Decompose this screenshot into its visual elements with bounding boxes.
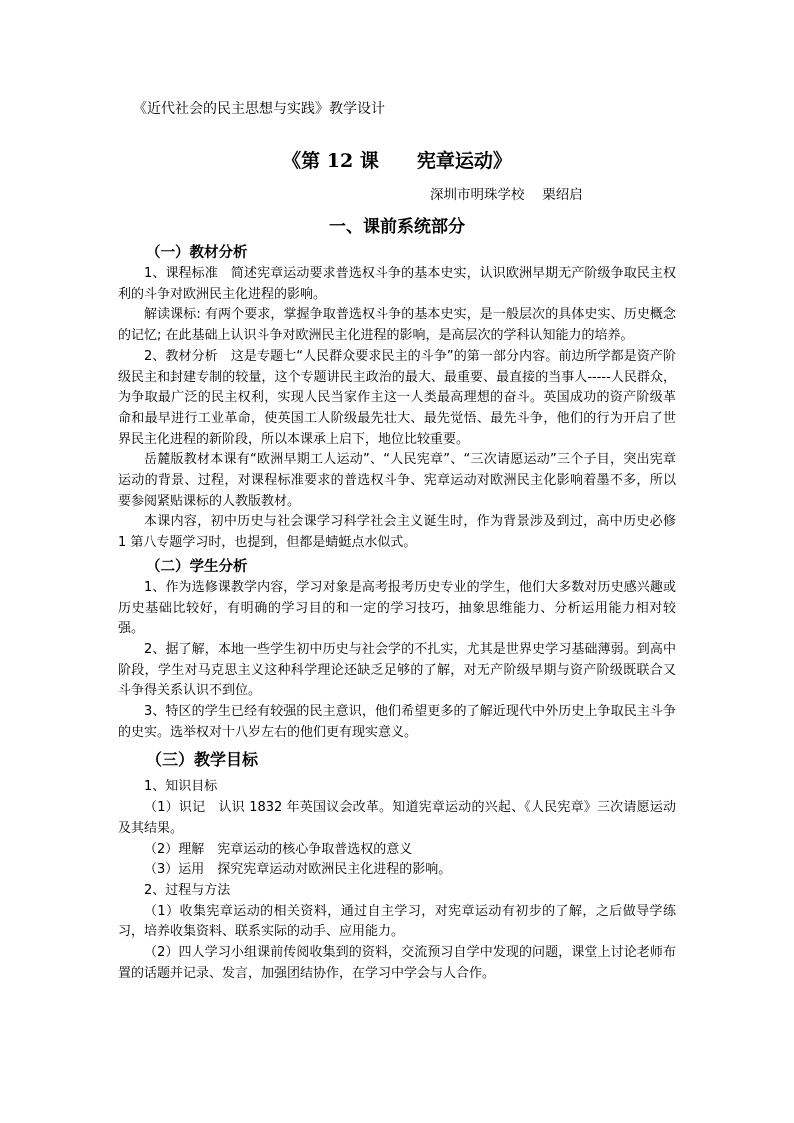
section-heading-materials: （一）教材分析 [146, 245, 248, 261]
author-line: 深圳市明珠学校 栗绍启 [430, 187, 583, 203]
paragraph: （2）四人学习小组课前传阅收集到的资料，交流预习自学中发现的问题，课堂上讨论老师布置的话题并记录、发言，加强团结协作，在学习中学会与人合作。 [118, 945, 676, 981]
paragraph: 2、教材分析 这是专题七“人民群众要求民主的斗争”的第一部分内容。前边所学都是资产阶级民主和封建专制的较量，这个专题讲民主政治的最大、最重要、最直接的当事人-----人民群众，为争取最广泛的民主权利，实现人民当家作主这一人类最高理想的奋斗。英国成功的资产阶级革命和最早进行工业革命，使英国工人阶级最先壮大、最先觉悟、最先斗争，他们的行为开启了世界民主化进程的新阶段，所以本课承上启下，地位比较重要。 [118, 348, 676, 447]
paragraph: （2）理解 宪章运动的核心争取普选权的意义 [144, 841, 413, 857]
paragraph: 本课内容，初中历史与社会课学习科学社会主义诞生时，作为背景涉及到过，高中历史必修 1 第八专题学习时，也提到，但都是蜻蜓点水似式。 [118, 514, 676, 551]
paragraph: （1）收集宪章运动的相关资料，通过自主学习，对宪章运动有初步的了解，之后做导学练习，培养收集资料、联系实际的动手、应用能力。 [118, 903, 676, 940]
paragraph: （1）识记 认识 1832 年英国议会改革。知道宪章运动的兴起、《人民宪章》三次请愿运动及其结果。 [118, 800, 676, 836]
paragraph: 2、过程与方法 [144, 882, 231, 898]
paragraph: 1、知识目标 [144, 779, 218, 795]
paragraph: 1、课程标准 简述宪章运动要求普选权斗争的基本史实，认识欧洲早期无产阶级争取民主权利的斗争对欧洲民主化进程的影响。 [118, 266, 676, 302]
lesson-title: 《第 12 课 宪章运动》 [282, 150, 512, 172]
paragraph: 2、据了解，本地一些学生初中历史与社会学的不扎实，尤其是世界史学习基础薄弱。到高中阶段，学生对马克思主义这种科学理论还缺乏足够的了解，对无产阶级早期与资产阶级既联合又斗争得关系认识不到位。 [118, 641, 676, 699]
paragraph: 3、特区的学生已经有较强的民主意识，他们希望更多的了解近现代中外历史上争取民主斗争的史实。选举权对十八岁左右的他们更有现实意义。 [118, 704, 676, 740]
paragraph: （3）运用 探究宪章运动对欧洲民主化进程的影响。 [144, 862, 452, 878]
part-heading: 一、课前系统部分 [329, 217, 465, 237]
paragraph: 1、作为选修课教学内容，学习对象是高考报考历史专业的学生，他们大多数对历史感兴趣或历史基础比较好，有明确的学习目的和一定的学习技巧，抽象思维能力、分析运用能力相对较强。 [118, 579, 676, 637]
section-heading-goals: （三）教学目标 [146, 750, 259, 770]
series-title: 《近代社会的民主思想与实践》教学设计 [133, 101, 385, 117]
section-heading-students: （二）学生分析 [146, 558, 248, 575]
paragraph: 解读课标: 有两个要求，掌握争取普选权斗争的基本史实，是一般层次的具体史实、历史概念的记忆; 在此基础上认识斗争对欧洲民主化进程的影响，是高层次的学科认知能力的培养。 [118, 307, 676, 344]
paragraph: 岳麓版教材本课有“欧洲早期工人运动”、“人民宪章”、“三次请愿运动”三个子目，突出宪章运动的背景、过程，对课程标准要求的普选权斗争、宪章运动对欧洲民主化影响着墨不多，所以要参阅紧贴课标的人教版教材。 [118, 452, 676, 509]
document-body [118, 240, 676, 985]
